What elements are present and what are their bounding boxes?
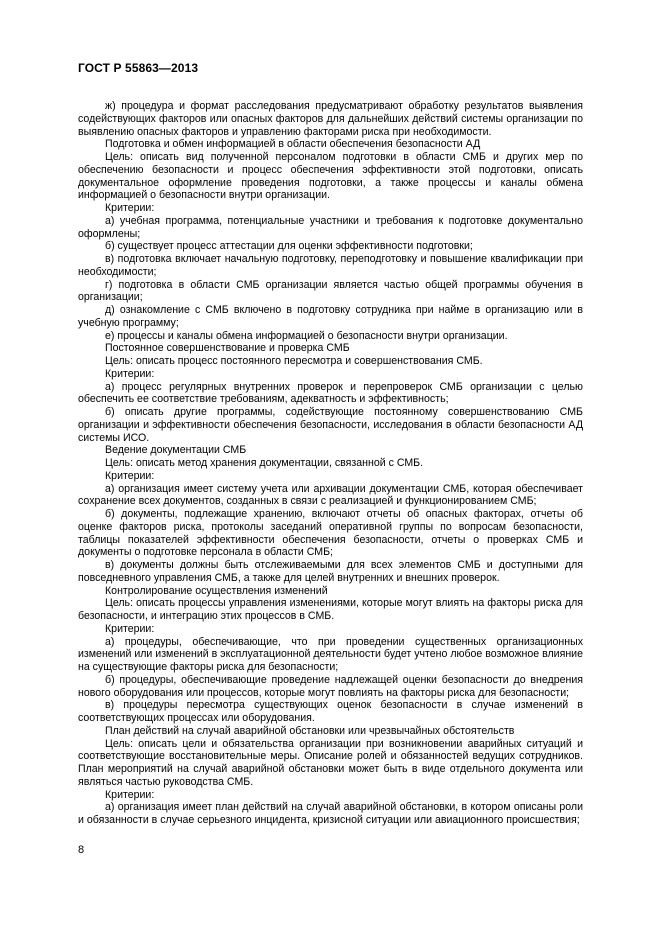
paragraph: е) процессы и каналы обмена информацией о безопасности внутри организации. xyxy=(105,329,508,342)
paragraph: Критерии: xyxy=(105,469,155,482)
standard-header: ГОСТ Р 55863—2013 xyxy=(78,61,199,75)
paragraph: ж) процедура и формат расследования предусматривают обработку результатов выявления содействующих факторов или опасных факторов для дальнейших действий системы организации по выявлению опасных факторов и управлению факторами риска при необходимости. xyxy=(78,100,583,138)
paragraph: Критерии: xyxy=(105,367,155,380)
paragraph: Критерии: xyxy=(105,622,155,635)
page-number: 8 xyxy=(78,844,85,856)
paragraph: Цель: описать процесс постоянного пересмотра и совершенствования СМБ. xyxy=(105,355,483,367)
paragraph: а) организация имеет систему учета или архивации документации СМБ, которая обеспечивает сохранение всех документов, созданных в связи с реализацией и функционированием СМБ; xyxy=(78,482,583,508)
paragraph: б) документы, подлежащие хранению, включают отчеты об опасных факторах, отчеты об оценке факторов риска, протоколы заседаний оперативной группы по вопросам безопасности, таблицы показателей эффективности обеспечения безопасности, отчеты о проверках СМБ и документы о подготовке персонала в области СМБ; xyxy=(78,508,583,559)
body-text xyxy=(78,100,583,827)
paragraph: Критерии: xyxy=(105,788,155,801)
paragraph: б) описать другие программы, содействующие постоянному совершенствованию СМБ организации и эффективности обеспечения безопасности, исследования в области безопасности АД системы ИСО. xyxy=(78,406,583,444)
paragraph: в) процедуры пересмотра существующих оценок безопасности в случае изменений в соответствующих процессах или оборудования. xyxy=(78,699,583,724)
paragraph: Цель: описать вид полученной персоналом подготовки в области СМБ и других мер по обеспечению безопасности и процесс обеспечения эффективности этой подготовки, описать документальное оформление проведения подготовки, а также процессы и каналы обмена информацией о безопасности внутри организации. xyxy=(78,151,583,202)
paragraph: Цель: описать процессы управления изменениями, которые могут влиять на факторы риска для безопасности, и интеграцию этих процессов в СМБ. xyxy=(78,597,583,622)
paragraph: в) документы должны быть отслеживаемыми для всех элементов СМБ и доступными для повседневного управления СМБ, а также для целей внутренних и внешних проверок. xyxy=(78,559,583,584)
paragraph: Контролирование осуществления изменений xyxy=(105,584,328,597)
paragraph: б) процедуры, обеспечивающие проведение надлежащей оценки безопасности до внедрения нового оборудования или процессов, которые могут повлиять на факторы риска для безопасности; xyxy=(78,673,583,699)
paragraph: г) подготовка в области СМБ организации является частью общей программы обучения в организации; xyxy=(78,278,583,304)
paragraph: б) существует процесс аттестации для оценки эффективности подготовки; xyxy=(105,240,473,253)
paragraph: Критерии: xyxy=(105,202,155,214)
paragraph: а) процедуры, обеспечивающие, что при проведении существенных организационных изменений или изменений в эксплуатационной деятельности будет учтено любое возможное влияние на существующие факторы риска для безопасности; xyxy=(78,635,583,673)
paragraph: а) организация имеет план действий на случай аварийной обстановки, в котором описаны роли и обязанности в случае серьезного инцидента, кризисной ситуации или авиационного происшествия; xyxy=(78,801,583,826)
paragraph: а) процесс регулярных внутренних проверок и перепроверок СМБ организации с целью обеспечить ее соответствие требованиям, адекватность и эффективность; xyxy=(78,380,583,406)
paragraph: д) ознакомление с СМБ включено в подготовку сотрудника при найме в организацию или в учебную программу; xyxy=(78,304,583,329)
paragraph: Цель: описать цели и обязательства организации при возникновении аварийных ситуаций и соответствующие восстановительные меры. Описание ролей и обязанностей ведущих сотрудников. План мероприятий на случай аварийной обстановки может быть в виде отдельного документа или являться частью руководства СМБ. xyxy=(78,737,583,788)
paragraph: Постоянное совершенствование и проверка СМБ xyxy=(105,342,350,355)
paragraph: Подготовка и обмен информацией в области обеспечения безопасности АД xyxy=(105,138,481,151)
paragraph: в) подготовка включает начальную подготовку, переподготовку и повышение квалификации при необходимости; xyxy=(78,253,583,278)
paragraph: План действий на случай аварийной обстановки или чрезвычайных обстоятельств xyxy=(105,724,515,737)
paragraph: Цель: описать метод хранения документации, связанной с СМБ. xyxy=(105,457,424,469)
paragraph: а) учебная программа, потенциальные участники и требования к подготовке документально оформлены; xyxy=(78,214,583,240)
paragraph: Ведение документации СМБ xyxy=(105,444,247,457)
